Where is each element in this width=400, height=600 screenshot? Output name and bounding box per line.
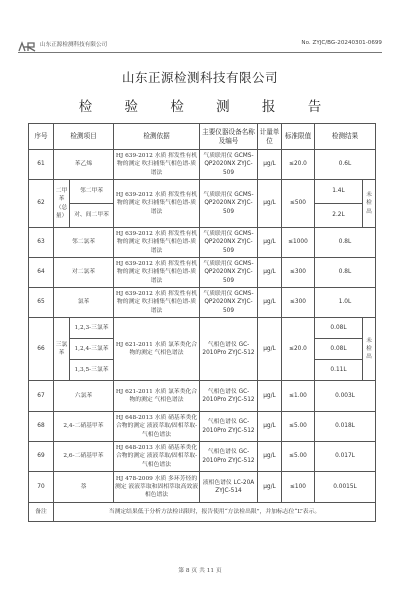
row-item: 六氯苯	[54, 381, 114, 412]
row-result: 0.8L	[315, 258, 376, 288]
col-header-seq: 序号	[29, 124, 54, 150]
row-sub-item: 对、间二甲苯	[70, 204, 114, 228]
row-seq: 67	[29, 381, 54, 412]
row-sub-item: 1,2,4-三氯苯	[70, 339, 114, 360]
row-standard: ≤500	[282, 180, 315, 228]
row-result: 0.6L	[315, 150, 376, 180]
row-instrument: 气相色谱仪 GC-2010Pro ZYJC-512	[200, 318, 258, 381]
page-header	[18, 38, 382, 52]
header-company-name: 山东正源检测科技有限公司	[40, 42, 108, 48]
row-seq: 68	[29, 412, 54, 442]
row-unit: μg/L	[258, 288, 282, 318]
row-basis: HJ 639-2012 水质 挥发性有机物的测定 吹扫捕集气相色谱-质谱法	[114, 258, 200, 288]
row-basis: HJ 478-2009 水质 多环芳烃的测定 液液萃取和固相萃取高效液相色谱法	[114, 472, 200, 503]
row-unit: μg/L	[258, 318, 282, 381]
header-divider	[18, 52, 382, 53]
row-seq: 70	[29, 472, 54, 503]
row-unit: μg/L	[258, 228, 282, 258]
row-result: 0.0015L	[315, 472, 376, 503]
row-seq: 69	[29, 442, 54, 472]
remark-text: 当测定结果低于分析方法检出限时，报告使用“方法检出限”，并加标志位“L”表示。	[54, 503, 376, 522]
table-row	[29, 150, 376, 180]
row-sub-result: 2.2L	[315, 204, 363, 228]
row-standard: ≤20.0	[282, 318, 315, 381]
row-item: 苯乙烯	[54, 150, 114, 180]
row-basis: HJ 648-2013 水质 硝基苯类化合物的测定 液液萃取/固相萃取-气相色谱法	[114, 442, 200, 472]
row-item: 氯苯	[54, 288, 114, 318]
col-header-result: 检测结果	[315, 124, 376, 150]
row-standard: ≤300	[282, 258, 315, 288]
row-remark: 未检出	[363, 180, 376, 228]
row-result: 0.003L	[315, 381, 376, 412]
page-footer: 第 8 页 共 11 页	[178, 568, 222, 574]
row-sub-item: 邻二甲苯	[70, 180, 114, 204]
report-number: No. ZYJC/BG-20240301-0699	[301, 40, 382, 46]
row-instrument: 气质联用仪 GCMS-QP2020NX ZYJC-509	[200, 180, 258, 228]
row-standard: ≤100	[282, 472, 315, 503]
col-header-item: 检测项目	[54, 124, 114, 150]
row-item: 2,4-二硝基甲苯	[54, 412, 114, 442]
row-basis: HJ 639-2012 水质 挥发性有机物的测定 吹扫捕集气相色谱-质谱法	[114, 288, 200, 318]
col-header-basis: 检测依据	[114, 124, 200, 150]
row-unit: μg/L	[258, 150, 282, 180]
row-item: 萘	[54, 472, 114, 503]
row-instrument: 气质联用仪 GCMS-QP2020NX ZYJC-509	[200, 258, 258, 288]
row-basis: HJ 639-2012 水质 挥发性有机物的测定 吹扫捕集气相色谱-质谱法	[114, 150, 200, 180]
row-unit: μg/L	[258, 442, 282, 472]
row-basis: HJ 639-2012 水质 挥发性有机物的测定 吹扫捕集气相色谱-质谱法	[114, 180, 200, 228]
row-item-group: 三氯苯	[54, 318, 70, 381]
row-basis: HJ 621-2011 水质 氯苯类化合物的测定 气相色谱法	[114, 318, 200, 381]
row-unit: μg/L	[258, 472, 282, 503]
row-item: 对二氯苯	[54, 258, 114, 288]
remark-label: 备注	[29, 503, 54, 522]
row-basis: HJ 639-2012 水质 挥发性有机物的测定 吹扫捕集气相色谱-质谱法	[114, 228, 200, 258]
row-unit: μg/L	[258, 180, 282, 228]
row-item: 2,6-二硝基甲苯	[54, 442, 114, 472]
table-row	[29, 258, 376, 288]
table-row	[29, 412, 376, 442]
row-sub-item: 1,3,5-三氯苯	[70, 360, 114, 381]
row-result: 0.017L	[315, 442, 376, 472]
table-header-row	[29, 124, 376, 150]
row-standard: ≤20.0	[282, 150, 315, 180]
table-row	[29, 442, 376, 472]
col-header-unit: 计量单位	[258, 124, 282, 150]
row-sub-result: 0.08L	[315, 339, 363, 360]
row-instrument: 气质联用仪 GCMS-QP2020NX ZYJC-509	[200, 228, 258, 258]
row-standard: ≤5.00	[282, 442, 315, 472]
row-instrument: 气质联用仪 GCMS-QP2020NX ZYJC-509	[200, 288, 258, 318]
table-row	[29, 318, 376, 339]
row-seq: 61	[29, 150, 54, 180]
row-basis: HJ 621-2011 水质 氯苯类化合物的测定 气相色谱法	[114, 381, 200, 412]
table-row	[29, 381, 376, 412]
row-sub-result: 1.4L	[315, 180, 363, 204]
row-seq: 65	[29, 288, 54, 318]
table-row	[29, 180, 376, 204]
row-standard: ≤1000	[282, 228, 315, 258]
row-result: 0.8L	[315, 228, 376, 258]
row-item: 邻二氯苯	[54, 228, 114, 258]
row-instrument: 气质联用仪 GCMS-QP2020NX ZYJC-509	[200, 150, 258, 180]
table-row	[29, 228, 376, 258]
row-sub-item: 1,2,3-三氯苯	[70, 318, 114, 339]
remark-row	[29, 503, 376, 522]
row-instrument: 气相色谱仪 GC-2010Pro ZYJC-512	[200, 381, 258, 412]
results-table	[28, 123, 376, 522]
row-instrument: 气相色谱仪 GC-2010Pro ZYJC-512	[200, 412, 258, 442]
row-unit: μg/L	[258, 412, 282, 442]
table-row	[29, 472, 376, 503]
row-seq: 63	[29, 228, 54, 258]
col-header-standard: 标准限值	[282, 124, 315, 150]
row-unit: μg/L	[258, 258, 282, 288]
row-seq: 62	[29, 180, 54, 228]
col-header-instrument: 主要仪器设备名称及编号	[200, 124, 258, 150]
row-standard: ≤1.00	[282, 381, 315, 412]
row-result: 0.018L	[315, 412, 376, 442]
company-logo-icon	[18, 38, 38, 50]
report-title: 检 验 检 测 报 告	[78, 99, 336, 115]
row-instrument: 液相色谱仪 LC-20A ZYJC-514	[200, 472, 258, 503]
row-standard: ≤300	[282, 288, 315, 318]
company-title: 山东正源检测科技有限公司	[121, 70, 278, 85]
row-standard: ≤5.00	[282, 412, 315, 442]
row-instrument: 气相色谱仪 GC-2010Pro ZYJC-512	[200, 442, 258, 472]
table-row	[29, 288, 376, 318]
row-seq: 66	[29, 318, 54, 381]
row-seq: 64	[29, 258, 54, 288]
row-sub-result: 0.11L	[315, 360, 363, 381]
row-result: 1.0L	[315, 288, 376, 318]
row-unit: μg/L	[258, 381, 282, 412]
row-remark: 未检出	[363, 318, 376, 381]
row-sub-result: 0.08L	[315, 318, 363, 339]
row-basis: HJ 648-2013 水质 硝基苯类化合物的测定 液液萃取/固相萃取-气相色谱法	[114, 412, 200, 442]
row-item-group: 二甲苯（总量）	[54, 180, 70, 228]
